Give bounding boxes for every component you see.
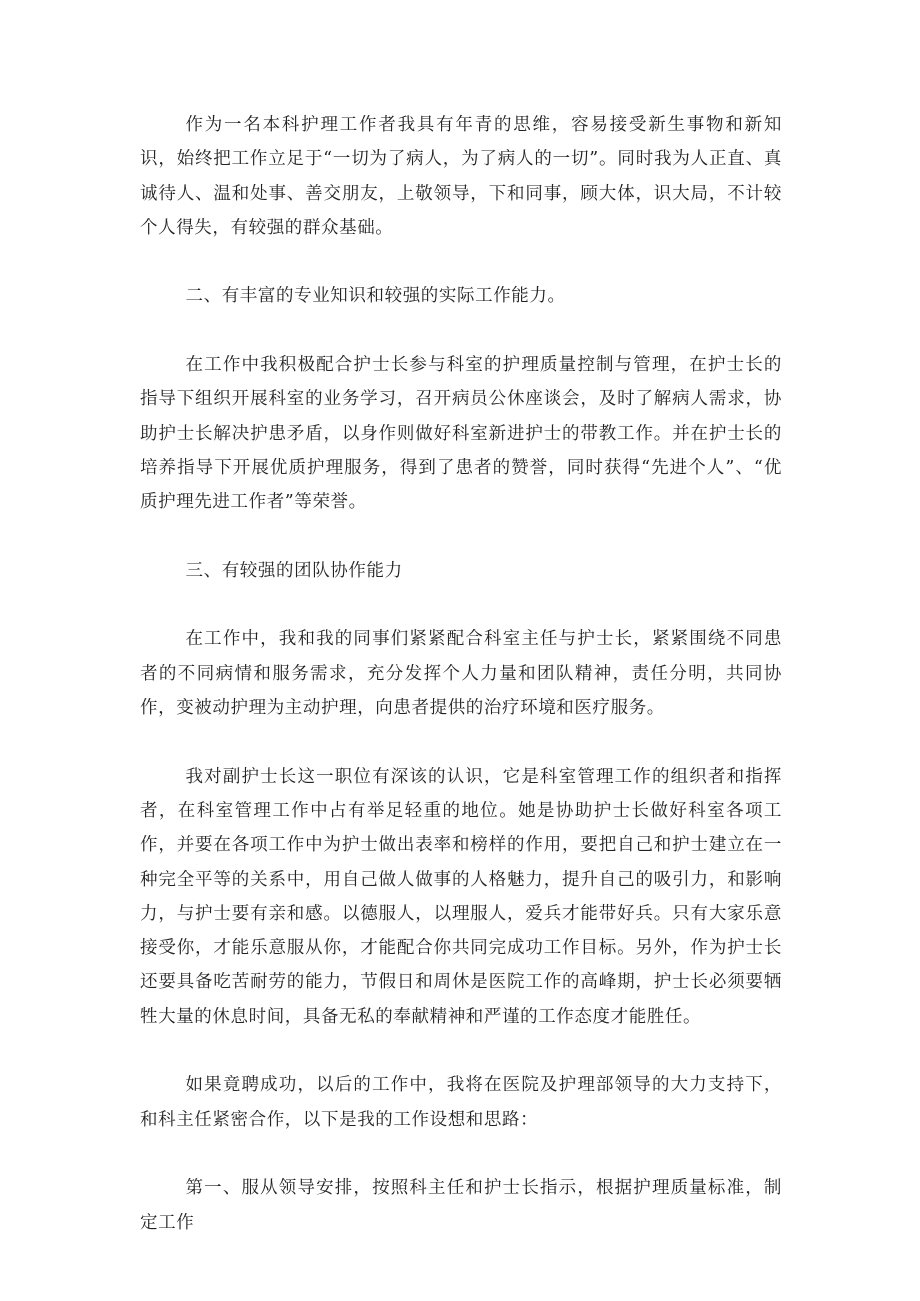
section-heading-professional-ability: 二、有丰富的专业知识和较强的实际工作能力。 [185,286,566,307]
document-body [140,108,782,1274]
paragraph-plan-intro: 如果竟聘成功，以后的工作中，我将在医院及护理部领导的大力支持下，和科主任紧密合作，以下是我的工作设想和思路： [140,1075,782,1130]
paragraph-first-plan-item: 第一、服从领导安排，按照科主任和护士长指示，根据护理质量标准，制定工作 [140,1178,782,1233]
paragraph-personal-qualities: 作为一名本科护理工作者我具有年青的思维，容易接受新生事物和新知识，始终把工作立足于“一切为了病人，为了病人的一切”。同时我为人正直、真诚待人、温和处事、善交朋友，上敬领导，下和同事，顾大体，识大局，不计较个人得失，有较强的群众基础。 [140,115,782,238]
paragraph-work-experience: 在工作中我积极配合护士长参与科室的护理质量控制与管理，在护士长的指导下组织开展科室的业务学习，召开病员公休座谈会，及时了解病人需求，协助护士长解决护患矛盾，以身作则做好科室新进护士的带教工作。并在护士长的培养指导下开展优质护理服务，得到了患者的赞誉，同时获得“先进个人”、“优质护理先进工作者”等荣誉。 [140,355,782,513]
section-heading-teamwork: 三、有较强的团队协作能力 [185,560,403,581]
paragraph-role-understanding: 我对副护士长这一职位有深该的认识，它是科室管理工作的组织者和指挥者，在科室管理工作中占有举足轻重的地位。她是协助护士长做好科室各项工作，并要在各项工作中为护士做出表率和榜样的作用，要把自己和护士建立在一种完全平等的关系中，用自己做人做事的人格魅力，提升自己的吸引力，和影响力，与护士要有亲和感。以德服人，以理服人，爱兵才能带好兵。只有大家乐意接受你，才能乐意服从你，才能配合你共同完成功工作目标。另外，作为护士长还要具备吃苦耐劳的能力，节假日和周休是医院工作的高峰期，护士长必须要牺牲大量的休息时间，具备无私的奉献精神和严谨的工作态度才能胜任。 [140,766,782,1027]
paragraph-teamwork: 在工作中，我和我的同事们紧紧配合科室主任与护士长，紧紧围绕不同患者的不同病情和服务需求，充分发挥个人力量和团队精神，责任分明，共同协作，变被动护理为主动护理，向患者提供的治疗环境和医疗服务。 [140,629,782,719]
